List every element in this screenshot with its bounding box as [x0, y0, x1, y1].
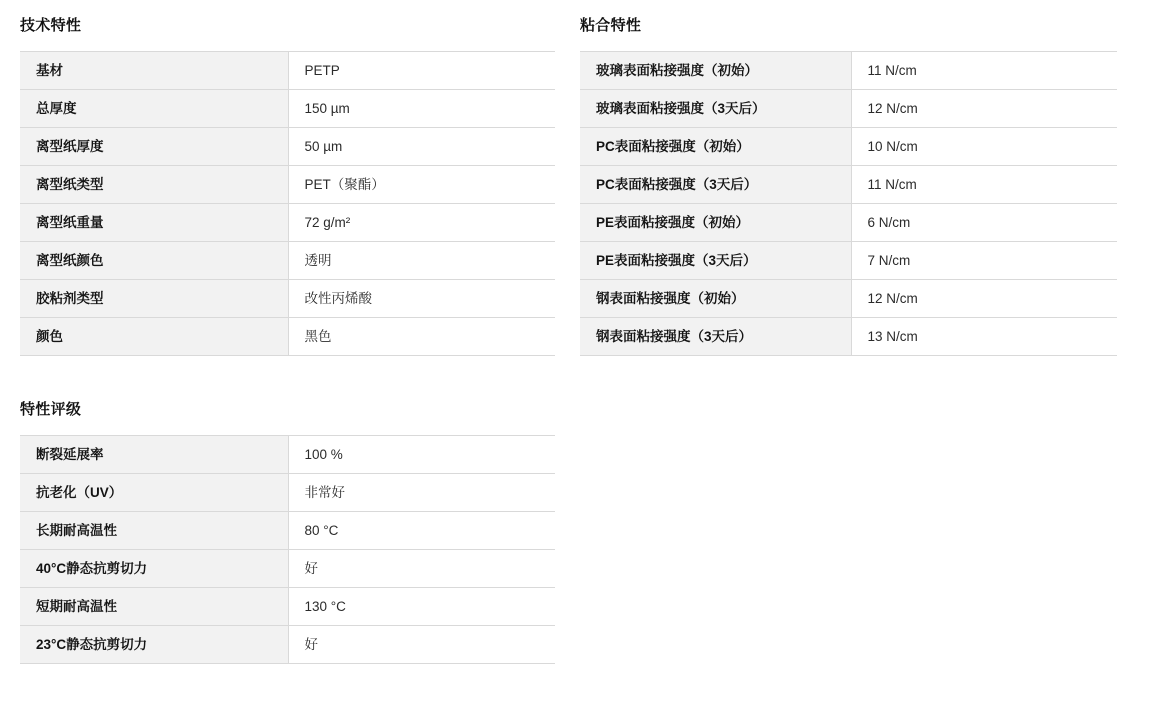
- property-name: 钢表面粘接强度（初始）: [580, 280, 851, 318]
- table-property-rating: [20, 435, 555, 664]
- property-name: PC表面粘接强度（3天后）: [580, 166, 851, 204]
- property-name: 短期耐高温性: [20, 588, 288, 626]
- table-row: [20, 318, 555, 356]
- property-name: 钢表面粘接强度（3天后）: [580, 318, 851, 356]
- property-value: 好: [288, 550, 555, 588]
- table-row: [20, 242, 555, 280]
- property-name: 基材: [20, 52, 288, 90]
- property-value: 黑色: [288, 318, 555, 356]
- table-row: [580, 52, 1117, 90]
- table-body-technical: [20, 52, 555, 356]
- table-body-adhesive: [580, 52, 1117, 356]
- property-name: 长期耐高温性: [20, 512, 288, 550]
- section-adhesive-properties: [580, 14, 1117, 356]
- table-technical-properties: [20, 51, 555, 356]
- property-value: 透明: [288, 242, 555, 280]
- property-name: PE表面粘接强度（初始）: [580, 204, 851, 242]
- table-row: [20, 128, 555, 166]
- property-value: 50 µm: [288, 128, 555, 166]
- table-row: [20, 550, 555, 588]
- property-name: PC表面粘接强度（初始）: [580, 128, 851, 166]
- property-value: 11 N/cm: [851, 166, 1117, 204]
- property-value: 80 °C: [288, 512, 555, 550]
- property-value: 10 N/cm: [851, 128, 1117, 166]
- property-name: 离型纸厚度: [20, 128, 288, 166]
- property-value: 12 N/cm: [851, 280, 1117, 318]
- property-name: 断裂延展率: [20, 436, 288, 474]
- property-value: 13 N/cm: [851, 318, 1117, 356]
- section-title-rating: 特性评级: [20, 401, 82, 418]
- table-row: [20, 436, 555, 474]
- table-row: [580, 90, 1117, 128]
- property-name: 抗老化（UV）: [20, 474, 288, 512]
- table-body-rating: [20, 436, 555, 664]
- table-row: [20, 474, 555, 512]
- property-value: 7 N/cm: [851, 242, 1117, 280]
- property-value: 130 °C: [288, 588, 555, 626]
- property-name: 玻璃表面粘接强度（初始）: [580, 52, 851, 90]
- section-title-adhesive: 粘合特性: [580, 17, 642, 34]
- property-value: 6 N/cm: [851, 204, 1117, 242]
- table-row: [580, 166, 1117, 204]
- section-property-rating: [20, 398, 555, 664]
- table-row: [20, 626, 555, 664]
- table-row: [580, 318, 1117, 356]
- property-value: PETP: [288, 52, 555, 90]
- property-value: 改性丙烯酸: [288, 280, 555, 318]
- property-name: 总厚度: [20, 90, 288, 128]
- property-name: 离型纸颜色: [20, 242, 288, 280]
- property-name: PE表面粘接强度（3天后）: [580, 242, 851, 280]
- property-name: 40°C静态抗剪切力: [20, 550, 288, 588]
- table-row: [20, 52, 555, 90]
- table-adhesive-properties: [580, 51, 1117, 356]
- property-value: 100 %: [288, 436, 555, 474]
- property-name: 离型纸重量: [20, 204, 288, 242]
- table-row: [20, 166, 555, 204]
- property-value: 12 N/cm: [851, 90, 1117, 128]
- section-technical-properties: [20, 14, 555, 356]
- property-name: 23°C静态抗剪切力: [20, 626, 288, 664]
- property-name: 离型纸类型: [20, 166, 288, 204]
- table-row: [580, 128, 1117, 166]
- property-value: 11 N/cm: [851, 52, 1117, 90]
- property-value: 150 µm: [288, 90, 555, 128]
- property-name: 玻璃表面粘接强度（3天后）: [580, 90, 851, 128]
- property-value: 非常好: [288, 474, 555, 512]
- section-title-technical: 技术特性: [20, 17, 82, 34]
- property-value: 72 g/m²: [288, 204, 555, 242]
- table-row: [20, 90, 555, 128]
- property-value: PET（聚酯）: [288, 166, 555, 204]
- table-row: [20, 280, 555, 318]
- table-row: [20, 204, 555, 242]
- property-name: 胶粘剂类型: [20, 280, 288, 318]
- table-row: [580, 204, 1117, 242]
- table-row: [580, 242, 1117, 280]
- property-name: 颜色: [20, 318, 288, 356]
- table-row: [580, 280, 1117, 318]
- table-row: [20, 588, 555, 626]
- property-value: 好: [288, 626, 555, 664]
- table-row: [20, 512, 555, 550]
